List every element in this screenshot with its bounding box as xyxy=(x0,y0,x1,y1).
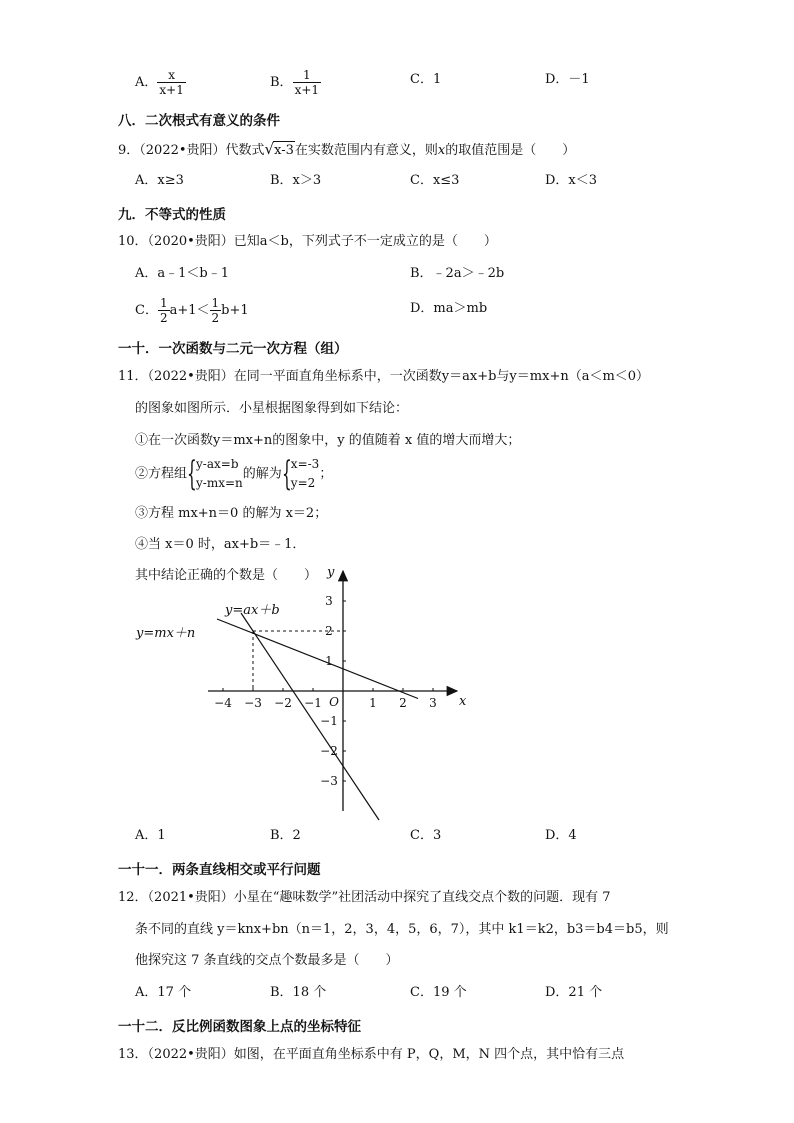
fraction-numerator: x xyxy=(168,68,176,82)
fraction-denominator: 2 xyxy=(159,311,168,325)
q9-stem xyxy=(118,140,575,160)
q12-line1: 12．（2021•贵阳）小星在“趣味数学”社团活动中探究了直线交点个数的问题．现有 7 xyxy=(118,890,611,905)
y-tick-label: 1 xyxy=(325,654,333,668)
x-tick-label: 1 xyxy=(369,696,377,710)
brace-icon: { xyxy=(281,454,292,494)
q12-line2: 条不同的直线 y＝knx+bn（n＝1，2，3，4，5，6，7），其中 k1＝k2，b3＝b4＝b5，则 xyxy=(135,922,669,937)
x-axis-label: x xyxy=(459,694,467,709)
q11-stem-line2: 的图象如图所示．小星根据图象得到如下结论： xyxy=(135,401,409,416)
x-tick-label: −3 xyxy=(244,696,262,710)
q11-stem-line1: 11．（2022•贵阳）在同一平面直角坐标系中，一次函数y＝ax+b与y＝mx+n（a＜m＜0） xyxy=(118,369,650,384)
q10-option-c-mid: a+1＜ xyxy=(169,303,210,318)
q10-option-c xyxy=(135,296,249,325)
section-heading-11: 一十一．两条直线相交或平行问题 xyxy=(118,862,321,878)
q9-radicand: x-3 xyxy=(274,143,294,158)
q9-stem-end: 的取值范围是（ ） xyxy=(445,143,576,158)
q12-line3: 他探究这 7 条直线的交点个数最多是（ ） xyxy=(135,953,399,968)
q11-option-a: A．1 xyxy=(135,828,166,843)
q11-conclusion-3: ③方程 mx+n＝0 的解为 x＝2； xyxy=(135,506,328,521)
section-heading-8: 八．二次根式有意义的条件 xyxy=(118,113,280,129)
fraction-denominator: x+1 xyxy=(159,83,184,97)
q8-option-d: D．－1 xyxy=(545,72,590,87)
x-tick-label: −2 xyxy=(274,696,292,710)
q11-question: 其中结论正确的个数是（ ） xyxy=(135,568,318,583)
q12-option-d: D．21 个 xyxy=(545,985,603,1000)
equation-system xyxy=(187,455,243,493)
q12-option-b: B．18 个 xyxy=(270,985,327,1000)
q10-option-d: D．ma＞mb xyxy=(410,301,488,316)
q10-option-b: B．﹣2a＞﹣2b xyxy=(410,266,505,281)
q10-option-a: A．a﹣1＜b﹣1 xyxy=(135,266,230,281)
q8-option-a-fraction xyxy=(157,68,185,97)
q8-option-b-label: B． xyxy=(270,75,293,90)
solution-1: x=-3 xyxy=(290,457,320,471)
q9-stem-pre: 9．（2022•贵阳）代数式 xyxy=(118,143,265,158)
fraction-denominator: 2 xyxy=(211,311,220,325)
q13-stem: 13．（2022•贵阳）如图，在平面直角坐标系中有 P，Q，M，N 四个点，其中恰有三点 xyxy=(118,1047,625,1062)
solution-2: y=2 xyxy=(290,476,316,490)
y-tick-label: −3 xyxy=(320,774,338,788)
series-label-ax-b: y=ax＋b xyxy=(225,603,280,618)
y-tick-label: −2 xyxy=(320,744,338,758)
system-equation-1: y-ax=b xyxy=(196,457,239,471)
q11-c2-end: ； xyxy=(319,466,333,482)
q8-option-b xyxy=(270,68,321,97)
q12-option-c: C．19 个 xyxy=(410,985,467,1000)
q9-variable: x xyxy=(437,143,446,158)
q11-option-b: B．2 xyxy=(270,828,301,843)
fraction-numerator: 1 xyxy=(302,68,311,82)
q11-c2-pre: ②方程组 xyxy=(135,466,188,482)
system-equation-2: y-mx=n xyxy=(196,476,243,490)
origin-label: O xyxy=(329,695,339,709)
section-heading-9: 九．不等式的性质 xyxy=(118,207,226,223)
section-heading-10: 一十．一次函数与二元一次方程（组） xyxy=(118,341,348,357)
q10-option-c-label: C． xyxy=(135,303,158,318)
q10-option-c-end: b+1 xyxy=(221,303,249,318)
series-line-ax-b xyxy=(241,613,379,820)
q9-option-d: D．x＜3 xyxy=(545,173,598,188)
q9-option-c: C．x≤3 xyxy=(410,173,460,188)
q8-option-a xyxy=(135,68,186,97)
q9-option-a: A．x≥3 xyxy=(135,173,184,188)
fraction-numerator: 1 xyxy=(211,296,220,310)
y-tick-label: 3 xyxy=(325,594,333,608)
y-tick-label: 2 xyxy=(325,624,333,638)
sqrt-sign: √ xyxy=(264,140,275,158)
q9-option-b: B．x＞3 xyxy=(270,173,322,188)
x-tick-label: −1 xyxy=(304,696,322,710)
q9-stem-post: 在实数范围内有意义，则 xyxy=(294,143,438,158)
x-tick-label: 2 xyxy=(399,696,407,710)
x-tick-label: 3 xyxy=(429,696,437,710)
y-axis-label: y xyxy=(327,565,335,580)
q11-conclusion-1: ①在一次函数y＝mx+n的图象中，y 的值随着 x 值的增大而增大； xyxy=(135,433,521,448)
q8-option-a-label: A． xyxy=(135,75,158,90)
series-label-mx-n: y=mx＋n xyxy=(136,626,196,641)
q12-option-a: A．17 个 xyxy=(135,985,192,1000)
q8-option-c: C．1 xyxy=(410,72,442,87)
q10-option-c-fraction-2 xyxy=(210,296,222,325)
q10-option-c-fraction-1 xyxy=(158,296,170,325)
q11-conclusion-2 xyxy=(135,455,332,493)
q11-option-d: D．4 xyxy=(545,828,577,843)
q11-c2-mid: 的解为 xyxy=(242,466,282,482)
fraction-denominator: x+1 xyxy=(294,83,320,97)
solution-system xyxy=(282,455,320,493)
x-tick-label: −4 xyxy=(214,696,232,710)
q10-stem: 10．（2020•贵阳）已知a＜b，下列式子不一定成立的是（ ） xyxy=(118,234,497,249)
fraction-numerator: 1 xyxy=(159,296,168,310)
y-tick-label: −1 xyxy=(320,714,338,728)
series-line-mx-n xyxy=(217,619,418,699)
q11-conclusion-4: ④当 x＝0 时，ax+b＝﹣1． xyxy=(135,537,306,552)
brace-icon: { xyxy=(187,454,197,494)
section-heading-12: 一十二．反比例函数图象上点的坐标特征 xyxy=(118,1019,361,1035)
q11-option-c: C．3 xyxy=(410,828,442,843)
q8-option-b-fraction xyxy=(293,68,321,97)
